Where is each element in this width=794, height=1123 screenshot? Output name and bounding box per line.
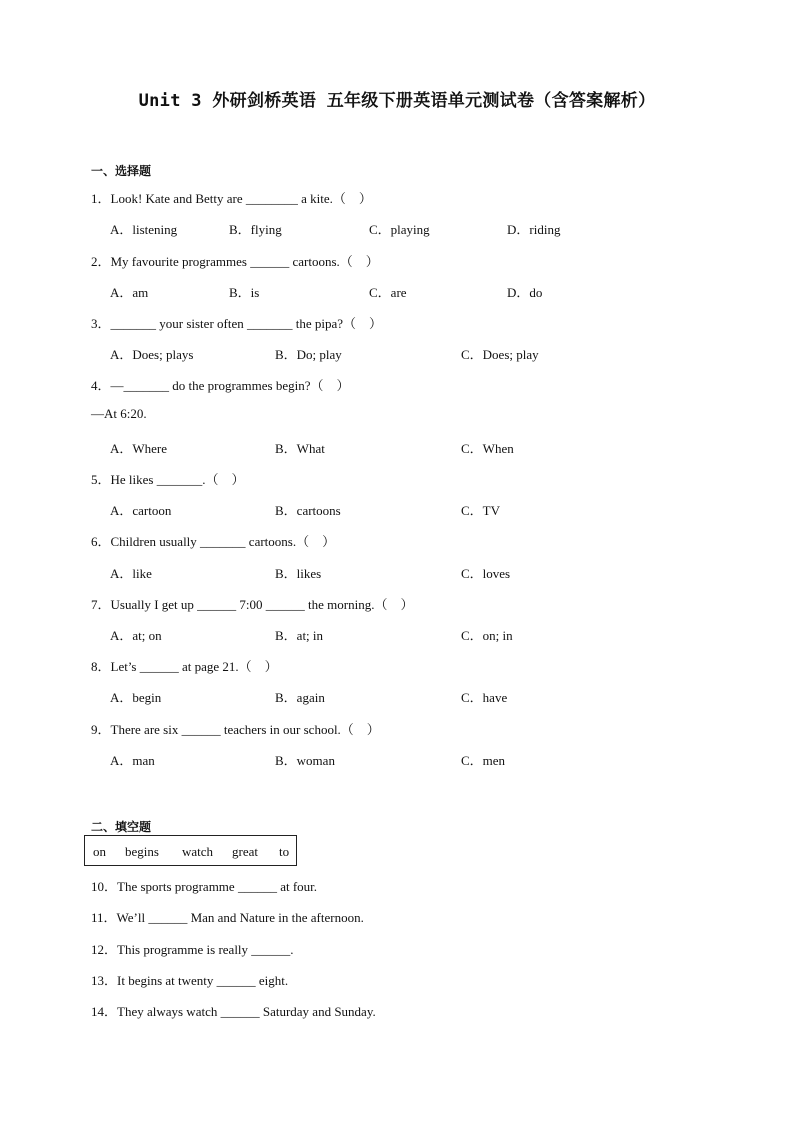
q8-option-c: C．have [461, 690, 508, 705]
word-bank-item: great [232, 844, 258, 859]
word-bank-item: on [93, 844, 106, 859]
word-bank [84, 835, 297, 866]
q6-option-b: B．likes [275, 566, 322, 581]
q4-option-b: B．What [275, 441, 325, 456]
word-bank-item: to [279, 844, 290, 859]
question-11: 11．We’ll ______ Man and Nature in the afternoon. [91, 910, 364, 925]
question-2: 2．My favourite programmes ______ cartoons.（ ） [91, 254, 379, 269]
question-5: 5．He likes _______.（ ） [91, 472, 245, 487]
section-heading-choice: 一、选择题 [91, 164, 152, 178]
question-6: 6．Children usually _______ cartoons.（ ） [91, 534, 336, 549]
question-1: 1．Look! Kate and Betty are ________ a kite.（ ） [91, 191, 372, 206]
word-bank-item: watch [182, 844, 214, 859]
q5-option-b: B．cartoons [275, 503, 341, 518]
word-bank-item: begins [125, 844, 159, 859]
question-10: 10．The sports programme ______ at four. [91, 879, 318, 894]
q1-option-b: B．flying [229, 222, 282, 237]
q7-option-a: A．at; on [110, 628, 162, 643]
q5-option-a: A．cartoon [110, 503, 172, 518]
q5-option-c: C．TV [461, 503, 501, 518]
question-8: 8．Let’s ______ at page 21.（ ） [91, 659, 278, 674]
question-13: 13．It begins at twenty ______ eight. [91, 973, 289, 988]
q8-option-a: A．begin [110, 690, 162, 705]
question-9: 9．There are six ______ teachers in our school.（ ） [91, 722, 380, 737]
q1-option-a: A．listening [110, 222, 178, 237]
section-heading-fill-blank: 二、填空题 [91, 820, 152, 834]
q2-option-d: D．do [507, 285, 543, 300]
question-14: 14．They always watch ______ Saturday and Sunday. [91, 1004, 376, 1019]
question-12: 12．This programme is really ______. [91, 942, 294, 957]
q7-option-c: C．on; in [461, 628, 513, 643]
q2-option-b: B．is [229, 285, 260, 300]
q6-option-a: A．like [110, 566, 152, 581]
q6-option-c: C．loves [461, 566, 511, 581]
question-3: 3．_______ your sister often _______ the pipa?（ ） [91, 316, 383, 331]
q3-option-a: A．Does; plays [110, 347, 194, 362]
question-4-response: —At 6:20. [91, 406, 147, 421]
question-4: 4．—_______ do the programmes begin?（ ） [91, 378, 350, 393]
q9-option-a: A．man [110, 753, 155, 768]
q4-option-a: A．Where [110, 441, 168, 456]
q1-option-d: D．riding [507, 222, 561, 237]
question-7: 7．Usually I get up ______ 7:00 ______ the morning.（ ） [91, 597, 414, 612]
q1-option-c: C．playing [369, 222, 430, 237]
q9-option-b: B．woman [275, 753, 335, 768]
q8-option-b: B．again [275, 690, 325, 705]
q9-option-c: C．men [461, 753, 506, 768]
q3-option-b: B．Do; play [275, 347, 342, 362]
q4-option-c: C．When [461, 441, 514, 456]
q2-option-a: A．am [110, 285, 149, 300]
q3-option-c: C．Does; play [461, 347, 539, 362]
q7-option-b: B．at; in [275, 628, 324, 643]
page-title: Unit 3 外研剑桥英语 五年级下册英语单元测试卷（含答案解析） [138, 91, 656, 111]
q2-option-c: C．are [369, 285, 407, 300]
